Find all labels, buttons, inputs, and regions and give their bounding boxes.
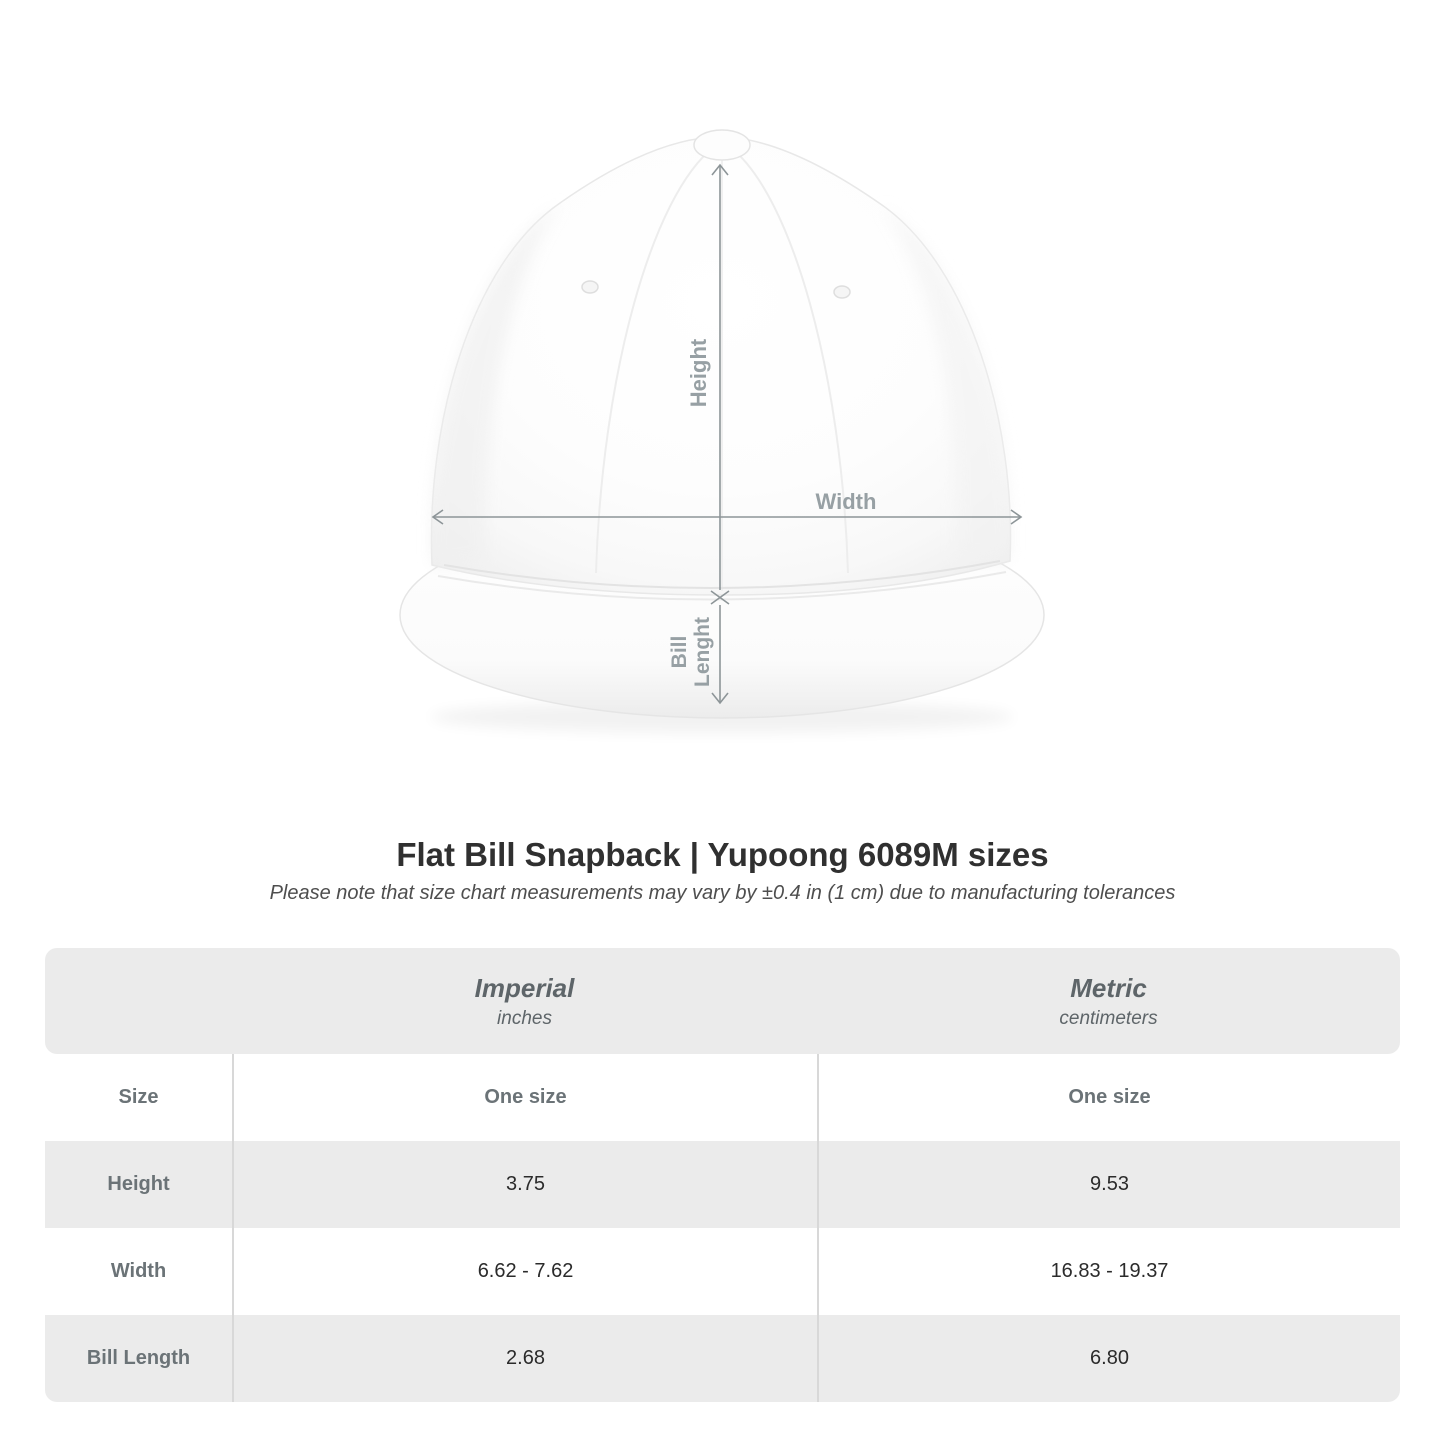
width-label: Width (815, 489, 877, 514)
metric-value: 16.83 - 19.37 (817, 1228, 1400, 1315)
imperial-value: 6.62 - 7.62 (232, 1228, 817, 1315)
row-label: Bill Length (86, 1347, 191, 1369)
hat-top-button (694, 130, 750, 160)
hat-size-diagram (390, 95, 1050, 755)
table-header (45, 948, 1400, 1054)
imperial-value: 3.75 (232, 1141, 817, 1228)
snapback-hat-illustration (390, 95, 1050, 755)
heading-block (0, 836, 1445, 905)
table-row-size (45, 1054, 1400, 1141)
metric-unit: centimeters (1059, 1007, 1158, 1029)
imperial-title: Imperial (474, 972, 575, 1003)
table-row-bill-length (45, 1315, 1400, 1402)
bill-length-label-line2: Lenght (691, 617, 714, 687)
row-label: Height (107, 1173, 170, 1195)
table-row-width (45, 1228, 1400, 1315)
table-row-height (45, 1141, 1400, 1228)
row-label: Width (110, 1260, 167, 1282)
imperial-value: One size (232, 1054, 817, 1141)
imperial-column-header (232, 973, 817, 1030)
metric-value: 6.80 (817, 1315, 1400, 1402)
imperial-value: 2.68 (232, 1315, 817, 1402)
metric-value: 9.53 (817, 1141, 1400, 1228)
metric-title: Metric (1070, 972, 1147, 1003)
hat-crown (431, 137, 1010, 595)
left-eyelet (582, 281, 598, 293)
metric-column-header (817, 973, 1400, 1030)
page-title: Flat Bill Snapback | Yupoong 6089M sizes (396, 836, 1049, 873)
tolerance-note: Please note that size chart measurements may vary by ±0.4 in (1 cm) due to manufacturing tolerances (269, 882, 1176, 904)
right-eyelet (834, 286, 850, 298)
imperial-unit: inches (497, 1007, 552, 1029)
bill-length-label-line1: Bill (668, 635, 691, 669)
metric-value: One size (817, 1054, 1400, 1141)
height-label: Height (686, 338, 711, 408)
size-chart-table (45, 948, 1400, 1402)
row-label: Size (118, 1086, 159, 1108)
